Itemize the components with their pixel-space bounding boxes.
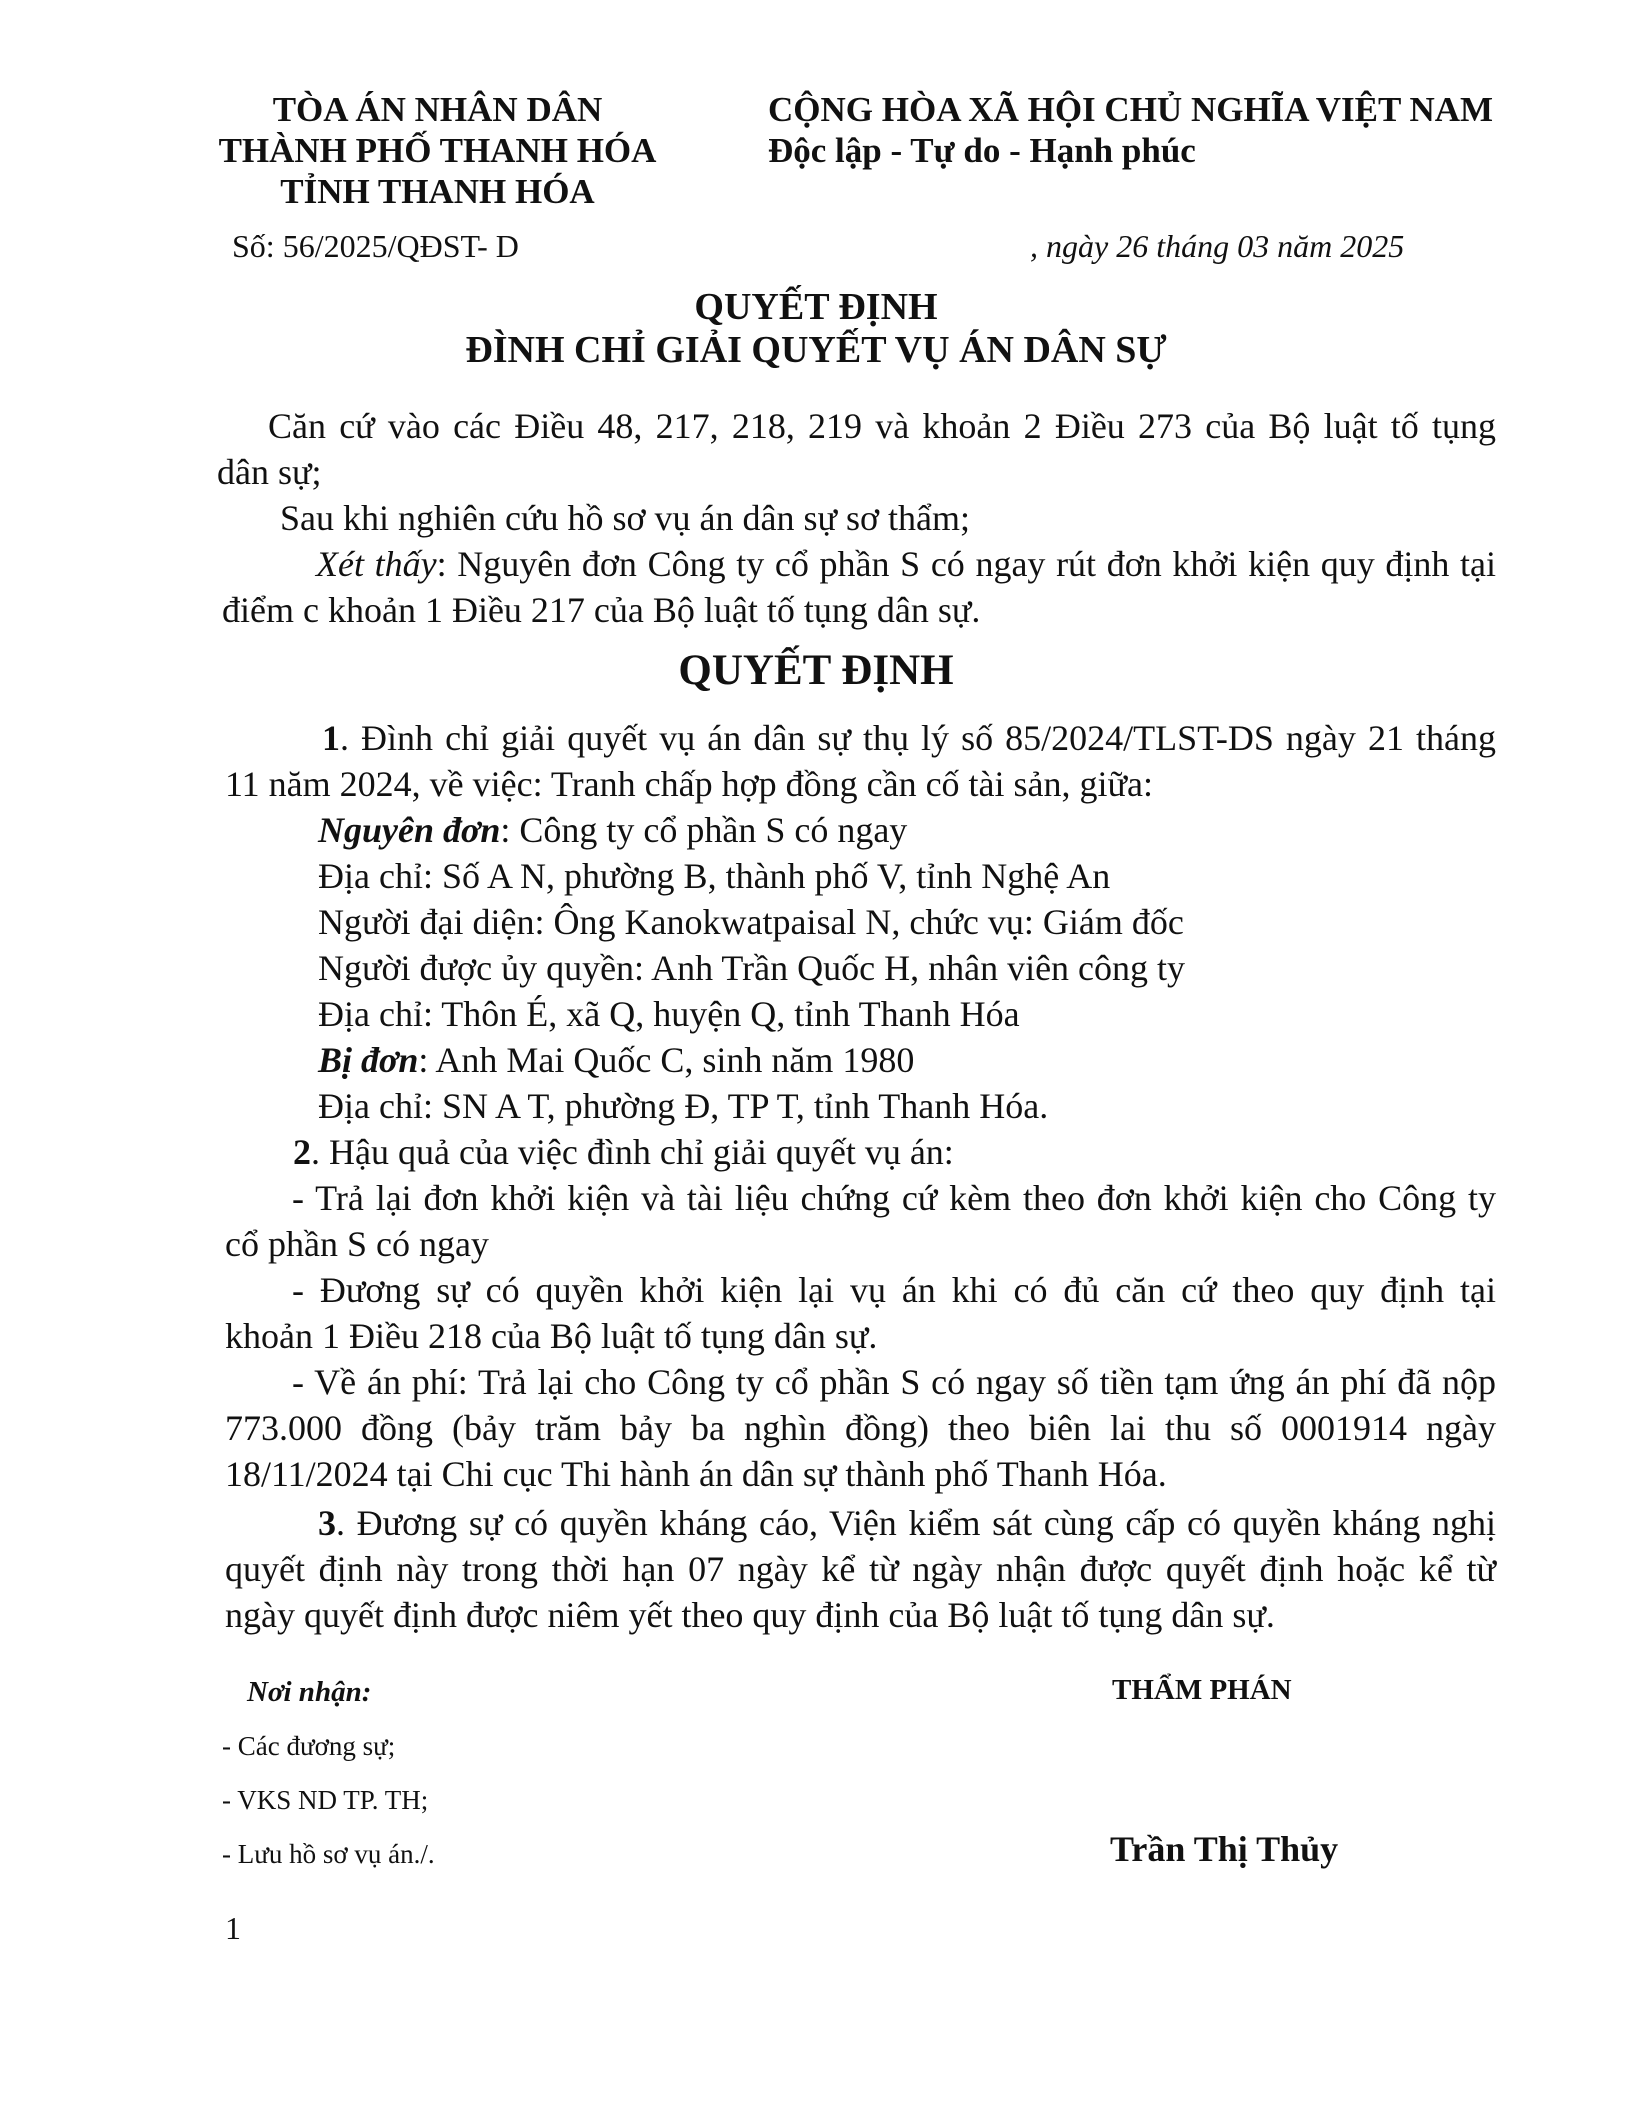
plaintiff: Nguyên đơn: Công ty cổ phần S có ngay <box>318 810 908 850</box>
defendant-label: Bị đơn <box>318 1040 419 1080</box>
court-name-line3: TỈNH THANH HÓA <box>280 172 595 211</box>
item3-line2: quyết định này trong thời hạn 07 ngày kể từ ngày nhận được quyết định hoặc kể từ <box>225 1549 1496 1589</box>
item1-line1: 1. Đình chỉ giải quyết vụ án dân sự thụ lý số 85/2024/TLST-DS ngày 21 tháng <box>322 718 1496 758</box>
preamble-legal-basis-line1: Căn cứ vào các Điều 48, 217, 218, 219 và khoản 2 Điều 273 của Bộ luật tố tụng <box>268 406 1496 446</box>
item2-bullet3-line1: - Về án phí: Trả lại cho Công ty cổ phần S có ngay số tiền tạm ứng án phí đã nộp <box>292 1362 1496 1402</box>
item2-bullet1-line2: cổ phần S có ngay <box>225 1224 489 1264</box>
item3-line1: 3. Đương sự có quyền kháng cáo, Viện kiểm sát cùng cấp có quyền kháng nghị <box>318 1503 1496 1543</box>
item2-bullet3-line2: 773.000 đồng (bảy trăm bảy ba nghìn đồng) theo biên lai thu số 0001914 ngày <box>225 1408 1496 1448</box>
defendant-address: Địa chỉ: SN A T, phường Đ, TP T, tỉnh Thanh Hóa. <box>318 1086 1049 1126</box>
item2-heading: 2. Hậu quả của việc đình chỉ giải quyết vụ án: <box>293 1132 954 1172</box>
item2-bullet2-line2: khoản 1 Điều 218 của Bộ luật tố tụng dân sự. <box>225 1316 878 1356</box>
plaintiff-label: Nguyên đơn <box>318 810 501 850</box>
document-title: QUYẾT ĐỊNH <box>694 286 938 328</box>
signer-title: THẨM PHÁN <box>1112 1674 1292 1706</box>
national-motto: Độc lập - Tự do - Hạnh phúc <box>768 131 1196 170</box>
authorized-person: Người được ủy quyền: Anh Trần Quốc H, nhân viên công ty <box>318 948 1186 988</box>
plaintiff-address: Địa chỉ: Số A N, phường B, thành phố V, tỉnh Nghệ An <box>318 856 1111 896</box>
recipients-label: Nơi nhận: <box>247 1676 372 1708</box>
item1-line2: 11 năm 2024, về việc: Tranh chấp hợp đồng cần cố tài sản, giữa: <box>225 764 1154 804</box>
item3-number: 3 <box>318 1503 336 1543</box>
preamble-finding-line1: Xét thấy: Nguyên đơn Công ty cổ phần S có ngay rút đơn khởi kiện quy định tại <box>316 544 1497 584</box>
document-number: Số: 56/2025/QĐST- D <box>232 228 519 264</box>
item2-bullet3-line3: 18/11/2024 tại Chi cục Thi hành án dân sự thành phố Thanh Hóa. <box>225 1454 1167 1494</box>
preamble-finding-line2: điểm c khoản 1 Điều 217 của Bộ luật tố tụng dân sự. <box>222 590 981 630</box>
item1-number: 1 <box>322 718 340 758</box>
page-number: 1 <box>225 1910 241 1946</box>
recipient-item: - Lưu hồ sơ vụ án./. <box>222 1839 435 1869</box>
recipient-item: - Các đương sự; <box>222 1731 396 1761</box>
item3-line3: ngày quyết định được niêm yết theo quy định của Bộ luật tố tụng dân sự. <box>225 1595 1275 1635</box>
item2-number: 2 <box>293 1132 311 1172</box>
decision-heading: QUYẾT ĐỊNH <box>678 647 954 694</box>
finding-label: Xét thấy <box>316 544 437 584</box>
court-name-line1: TÒA ÁN NHÂN DÂN <box>272 90 603 129</box>
plaintiff-representative: Người đại diện: Ông Kanokwatpaisal N, chức vụ: Giám đốc <box>318 902 1184 942</box>
authorized-person-address: Địa chỉ: Thôn É, xã Q, huyện Q, tỉnh Thanh Hóa <box>318 994 1020 1034</box>
document-date: , ngày 26 tháng 03 năm 2025 <box>1030 228 1405 264</box>
national-title: CỘNG HÒA XÃ HỘI CHỦ NGHĨA VIỆT NAM <box>768 90 1494 129</box>
recipient-item: - VKS ND TP. TH; <box>222 1785 429 1815</box>
defendant: Bị đơn: Anh Mai Quốc C, sinh năm 1980 <box>318 1040 915 1080</box>
item2-bullet2-line1: - Đương sự có quyền khởi kiện lại vụ án khi có đủ căn cứ theo quy định tại <box>292 1270 1496 1310</box>
preamble-legal-basis-line2: dân sự; <box>217 452 322 492</box>
preamble-review: Sau khi nghiên cứu hồ sơ vụ án dân sự sơ thẩm; <box>280 498 971 538</box>
court-name-line2: THÀNH PHỐ THANH HÓA <box>218 131 657 170</box>
signer-name: Trần Thị Thủy <box>1110 1829 1339 1869</box>
document-subtitle: ĐÌNH CHỈ GIẢI QUYẾT VỤ ÁN DÂN SỰ <box>465 329 1167 371</box>
item2-bullet1-line1: - Trả lại đơn khởi kiện và tài liệu chứng cứ kèm theo đơn khởi kiện cho Công ty <box>292 1178 1496 1218</box>
